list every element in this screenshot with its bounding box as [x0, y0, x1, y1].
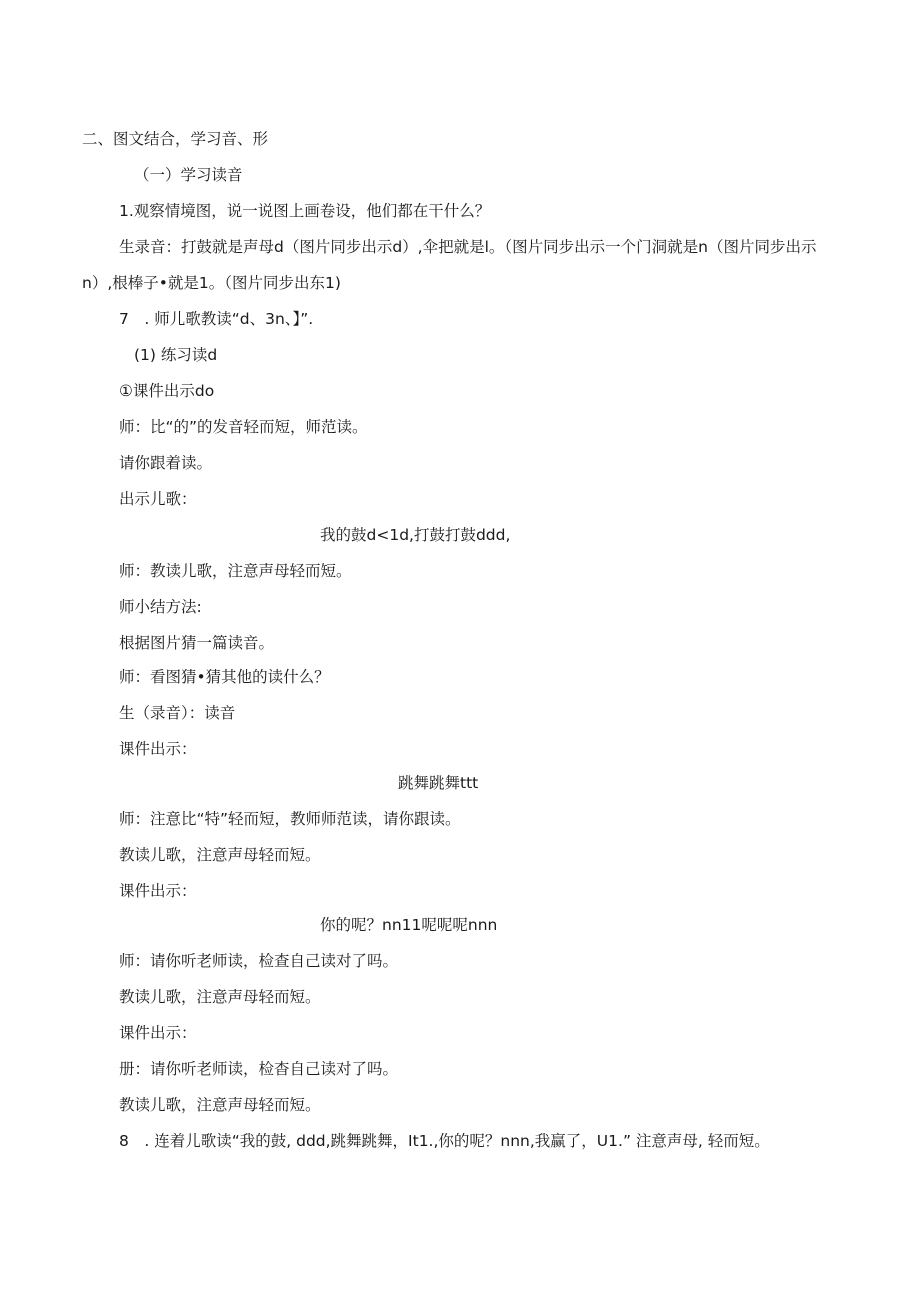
text-line: 出示儿歌： — [119, 490, 197, 508]
student-line: 生（录音）：读音 — [119, 704, 236, 722]
rhyme-t: 跳舞跳舞ttt — [398, 774, 479, 792]
teacher-line: 册：请你听老师读，检杳自己读对了吗。 — [119, 1060, 399, 1078]
text-line: 请你跟着读。 — [119, 454, 213, 472]
teacher-line: 师：教读儿歌，注意声母轻而短。 — [119, 562, 352, 580]
section-heading: 二、图文结合，学习音、形 — [82, 130, 269, 148]
teacher-line: 师：注意比“特”轻而短，教师师范读，请你跟读。 — [119, 810, 461, 828]
rhyme-d: 我的鼓d<1d,打鼓打鼓ddd, — [320, 526, 511, 544]
text-line: 课件出示： — [119, 1024, 197, 1042]
student-recording-paragraph: 生录音：打鼓就是声母d（图片同步出示d）,伞把就是l。（图片同步出示一个门洞就是n（图片同步出示n）,根棒子•就是1。（图片同步出东1) — [82, 238, 817, 292]
teacher-line: 师：看图猜•猜其他的读什么？ — [119, 668, 330, 686]
courseware-d: ①课件出示do — [119, 382, 215, 400]
text-line: 教读儿歌，注意声母轻而短。 — [119, 988, 321, 1006]
text-line: 教读儿歌，注意声母轻而短。 — [119, 846, 321, 864]
subsection-heading: （一）学习读音 — [134, 166, 243, 184]
text-line: 课件出示： — [119, 882, 197, 900]
rhyme-n: 你的呢？nn11呢呢呢nnn — [320, 916, 498, 934]
practice-heading: (1) 练习读d — [134, 346, 218, 364]
teacher-line: 师：比“的”的发音轻而短，师范读。 — [119, 418, 368, 436]
text-line: 根据图片猜一篇读音。 — [119, 634, 275, 652]
step-connect-rhymes: 8 . 连着儿歌读“我的鼓, ddd,跳舞跳舞，It1.,你的呢？nnn,我赢了，U1.” 注意声母, 轻而短。 — [119, 1132, 770, 1150]
text-line: 师小结方法: — [119, 598, 202, 616]
teacher-line: 师：请你听老师读，检查自己读对了吗。 — [119, 952, 399, 970]
text-line: 教读儿歌，注意声母轻而短。 — [119, 1096, 321, 1114]
step-teach-rhyme: 7 . 师儿歌教读“d、3n、】”. — [119, 310, 314, 328]
step-observe: 1.观察情境图，说一说图上画卷设，他们都在干什么？ — [119, 202, 491, 220]
text-line: 课件出示： — [119, 740, 197, 758]
